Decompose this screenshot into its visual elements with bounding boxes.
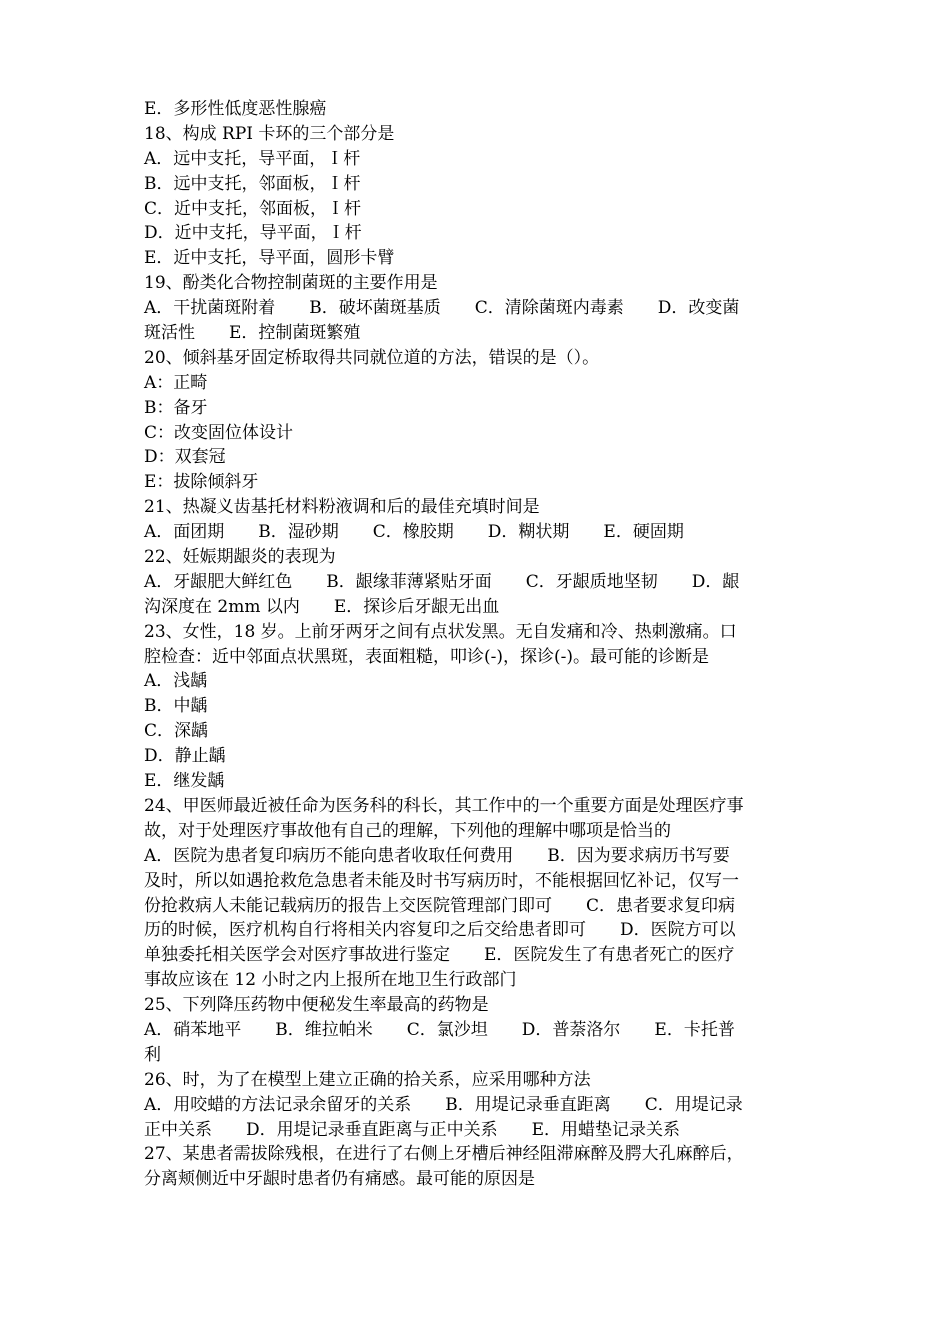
option-line: 及时，所以如遇抢救危急患者未能及时书写病历时，不能根据回忆补记，仅写一 (144, 870, 739, 891)
option-line: 历的时候，医疗机构自行将相关内容复印之后交给患者即可 D．医院方可以 (144, 920, 736, 941)
option-line: 份抢救病人未能记载病历的报告上交医院管理部门即可 C．患者要求复印病 (144, 895, 736, 916)
option-line: 事故应该在 12 小时之内上报所在地卫生行政部门 (144, 970, 517, 991)
question-21: 21、热凝义齿基托材料粉液调和后的最佳充填时间是 (144, 497, 540, 518)
option-line: C．近中支托，邻面板，Ｉ杆 (144, 198, 362, 219)
option-line: D．近中支托，导平面，Ｉ杆 (144, 223, 362, 244)
option-line: E．近中支托，导平面，圆形卡臂 (144, 248, 395, 269)
option-line: A．用咬蜡的方法记录余留牙的关系 B．用堤记录垂直距离 C．用堤记录 (144, 1094, 743, 1115)
option-line: D．静止龋 (144, 746, 226, 767)
option-line: A．医院为患者复印病历不能向患者收取任何费用 B．因为要求病历书写要 (144, 845, 730, 866)
option-line: A．浅龋 (144, 671, 208, 692)
option-line: A．远中支托，导平面，Ｉ杆 (144, 148, 361, 169)
question-27-cont: 分离颊侧近中牙龈时患者仍有痛感。最可能的原因是 (144, 1169, 535, 1190)
question-23: 23、女性，18 岁。上前牙两牙之间有点状发黑。无自发痛和冷、热刺激痛。口 (144, 621, 737, 642)
option-line: E．继发龋 (144, 771, 225, 792)
question-18: 18、构成 RPI 卡环的三个部分是 (144, 123, 395, 144)
option-line: A．面团期 B．湿砂期 C．橡胶期 D．糊状期 E．硬固期 (144, 522, 684, 543)
option-line: B．中龋 (144, 696, 208, 717)
option-line: A．干扰菌斑附着 B．破坏菌斑基质 C．清除菌斑内毒素 D．改变菌 (144, 298, 740, 319)
question-27: 27、某患者需拔除残根，在进行了右侧上牙槽后神经阻滞麻醉及腭大孔麻醉后， (144, 1144, 744, 1165)
option-line: E：拔除倾斜牙 (144, 472, 259, 493)
question-23-cont: 腔检查：近中邻面点状黑斑，表面粗糙，叩诊(-)，探诊(-)。最可能的诊断是 (144, 646, 710, 667)
option-line: 利 (144, 1044, 161, 1065)
option-line: 沟深度在 2mm 以内 E．探诊后牙龈无出血 (144, 596, 500, 617)
option-line: A．硝苯地平 B．维拉帕米 C．氯沙坦 D．普萘洛尔 E．卡托普 (144, 1019, 735, 1040)
option-line: 正中关系 D．用堤记录垂直距离与正中关系 E．用蜡垫记录关系 (144, 1119, 681, 1140)
question-24-cont: 故，对于处理医疗事故他有自己的理解，下列他的理解中哪项是恰当的 (144, 820, 671, 841)
option-line: D：双套冠 (144, 447, 226, 468)
option-line: C：改变固位体设计 (144, 422, 294, 443)
option-line: 单独委托相关医学会对医疗事故进行鉴定 E．医院发生了有患者死亡的医疗 (144, 945, 735, 966)
question-20: 20、倾斜基牙固定桥取得共同就位道的方法，错误的是（）。 (144, 347, 600, 368)
option-line: 斑活性 E．控制菌斑繁殖 (144, 323, 361, 344)
option-line: B：备牙 (144, 397, 208, 418)
question-24: 24、甲医师最近被任命为医务科的科长，其工作中的一个重要方面是处理医疗事 (144, 795, 744, 816)
option-line: C．深龋 (144, 721, 209, 742)
document-page (144, 97, 808, 1192)
option-line: A．牙龈肥大鲜红色 B．龈缘菲薄紧贴牙面 C．牙龈质地坚韧 D．龈 (144, 571, 740, 592)
question-22: 22、妊娠期龈炎的表现为 (144, 547, 336, 568)
option-line: B．远中支托，邻面板，Ｉ杆 (144, 173, 361, 194)
question-25: 25、下列降压药物中便秘发生率最高的药物是 (144, 995, 489, 1016)
question-19: 19、酚类化合物控制菌斑的主要作用是 (144, 273, 438, 294)
option-line: A：正畸 (144, 372, 208, 393)
question-26: 26、时，为了在模型上建立正确的拾关系，应采用哪种方法 (144, 1069, 591, 1090)
text-line: E．多形性低度恶性腺癌 (144, 99, 327, 119)
